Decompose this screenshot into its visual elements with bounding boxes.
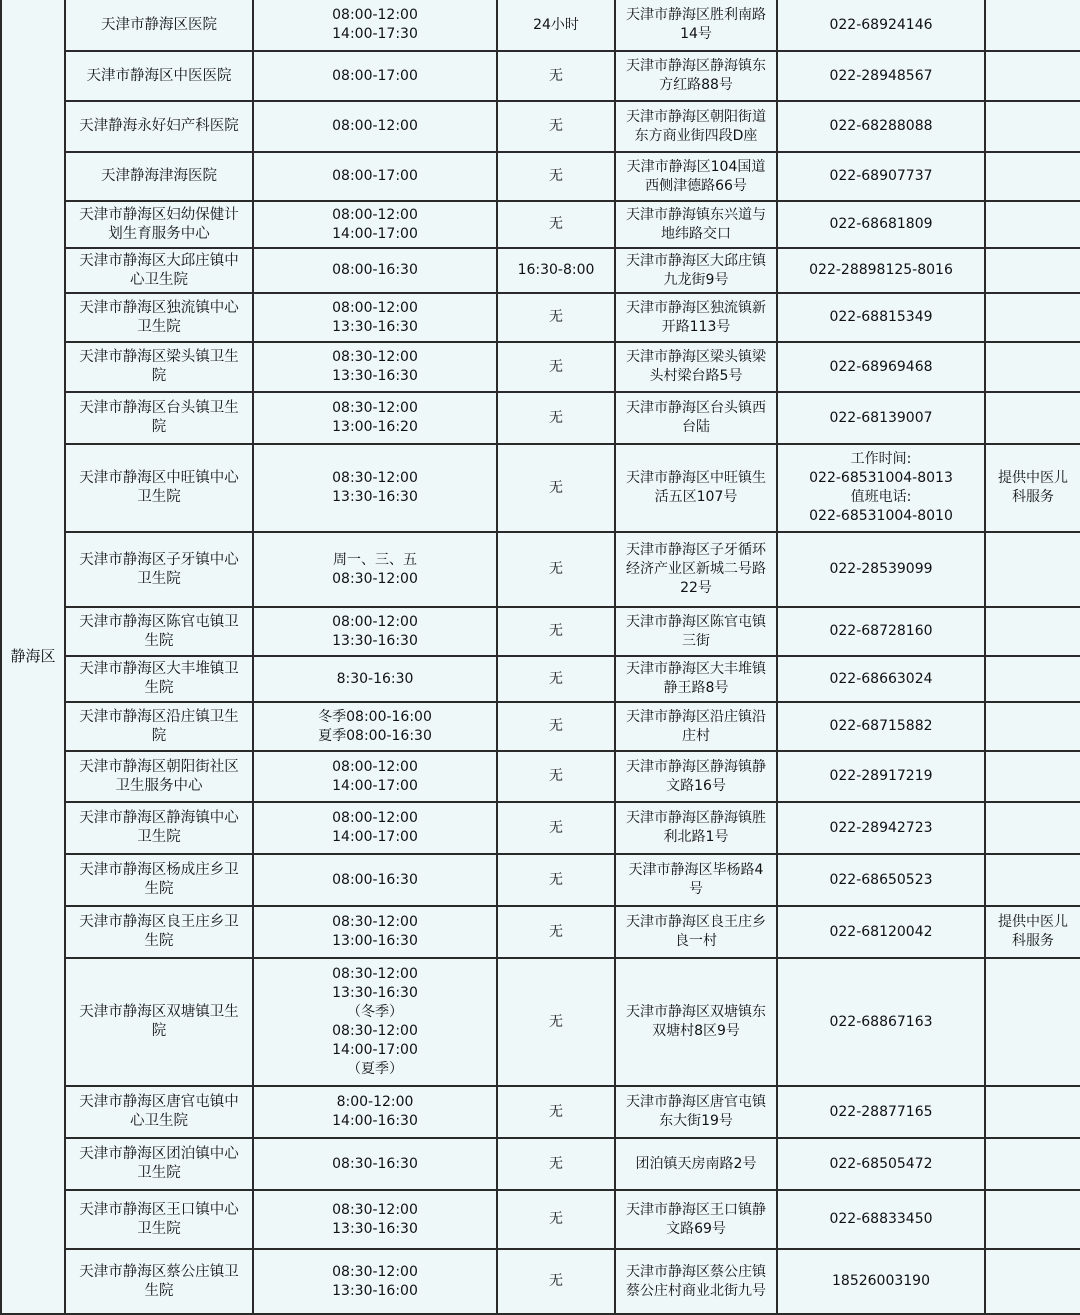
note-cell bbox=[985, 1190, 1080, 1249]
table-row bbox=[1, 342, 1080, 392]
outpatient-hours-cell: 08:00-16:30 bbox=[253, 248, 497, 293]
hospital-name-cell: 天津市静海区静海镇中心 卫生院 bbox=[65, 802, 253, 854]
phone-cell: 022-68715882 bbox=[777, 702, 985, 751]
table-row bbox=[1, 51, 1080, 101]
note-cell bbox=[985, 101, 1080, 152]
phone-cell: 022-28877165 bbox=[777, 1086, 985, 1138]
outpatient-hours-cell: 冬季08:00-16:00 夏季08:00-16:30 bbox=[253, 702, 497, 751]
outpatient-hours-cell: 08:00-12:00 13:30-16:30 bbox=[253, 607, 497, 656]
hospital-name-cell: 天津市静海区唐官屯镇中 心卫生院 bbox=[65, 1086, 253, 1138]
table-row bbox=[1, 802, 1080, 854]
hospital-name-cell: 天津市静海区朝阳街社区 卫生服务中心 bbox=[65, 751, 253, 802]
address-cell: 天津市静海区毕杨路4 号 bbox=[615, 854, 777, 906]
hospital-name-cell: 天津静海永好妇产科医院 bbox=[65, 101, 253, 152]
address-cell: 团泊镇天房南路2号 bbox=[615, 1138, 777, 1190]
hospital-name-cell: 天津市静海区大丰堆镇卫 生院 bbox=[65, 656, 253, 702]
phone-cell: 022-68505472 bbox=[777, 1138, 985, 1190]
outpatient-hours-cell: 08:00-12:00 14:00-17:00 bbox=[253, 751, 497, 802]
phone-cell: 022-68288088 bbox=[777, 101, 985, 152]
table-row bbox=[1, 906, 1080, 958]
address-cell: 天津市静海区大邱庄镇 九龙街9号 bbox=[615, 248, 777, 293]
outpatient-hours-cell: 08:30-12:00 13:30-16:30 bbox=[253, 1190, 497, 1249]
night-service-cell: 无 bbox=[497, 1138, 615, 1190]
address-cell: 天津市静海区静海镇东 方红路88号 bbox=[615, 51, 777, 101]
note-cell: 提供中医儿 科服务 bbox=[985, 444, 1080, 532]
outpatient-hours-cell: 08:30-12:00 13:00-16:30 bbox=[253, 906, 497, 958]
note-cell bbox=[985, 201, 1080, 248]
note-cell bbox=[985, 702, 1080, 751]
hospital-name-cell: 天津静海津海医院 bbox=[65, 152, 253, 201]
address-cell: 天津市静海区唐官屯镇 东大街19号 bbox=[615, 1086, 777, 1138]
outpatient-hours-cell: 周一、三、五 08:30-12:00 bbox=[253, 532, 497, 607]
night-service-cell: 无 bbox=[497, 751, 615, 802]
note-cell bbox=[985, 293, 1080, 342]
outpatient-hours-cell: 08:00-17:00 bbox=[253, 51, 497, 101]
note-cell bbox=[985, 1086, 1080, 1138]
table-row bbox=[1, 392, 1080, 444]
hospital-name-cell: 天津市静海区梁头镇卫生 院 bbox=[65, 342, 253, 392]
phone-cell: 022-28948567 bbox=[777, 51, 985, 101]
hospital-name-cell: 天津市静海区陈官屯镇卫 生院 bbox=[65, 607, 253, 656]
note-cell bbox=[985, 248, 1080, 293]
table-row bbox=[1, 656, 1080, 702]
outpatient-hours-cell: 08:00-12:00 14:00-17:00 bbox=[253, 802, 497, 854]
night-service-cell: 无 bbox=[497, 444, 615, 532]
table-row bbox=[1, 532, 1080, 607]
night-service-cell: 无 bbox=[497, 1190, 615, 1249]
table-row bbox=[1, 1249, 1080, 1314]
night-service-cell: 无 bbox=[497, 101, 615, 152]
address-cell: 天津市静海区中旺镇生 活五区107号 bbox=[615, 444, 777, 532]
hospital-name-cell: 天津市静海区良王庄乡卫 生院 bbox=[65, 906, 253, 958]
address-cell: 天津市静海区王口镇静 文路69号 bbox=[615, 1190, 777, 1249]
table-row bbox=[1, 1086, 1080, 1138]
hospital-name-cell: 天津市静海区王口镇中心 卫生院 bbox=[65, 1190, 253, 1249]
address-cell: 天津市静海区静海镇静 文路16号 bbox=[615, 751, 777, 802]
address-cell: 天津市静海区大丰堆镇 静王路8号 bbox=[615, 656, 777, 702]
night-service-cell: 无 bbox=[497, 854, 615, 906]
outpatient-hours-cell: 8:30-16:30 bbox=[253, 656, 497, 702]
night-service-cell: 无 bbox=[497, 392, 615, 444]
night-service-cell: 无 bbox=[497, 342, 615, 392]
phone-cell: 022-68681809 bbox=[777, 201, 985, 248]
table-row bbox=[1, 958, 1080, 1086]
outpatient-hours-cell: 08:30-12:00 13:30-16:30 bbox=[253, 342, 497, 392]
address-cell: 天津市静海区沿庄镇沿 庄村 bbox=[615, 702, 777, 751]
table-row bbox=[1, 1138, 1080, 1190]
night-service-cell: 无 bbox=[497, 51, 615, 101]
night-service-cell: 无 bbox=[497, 906, 615, 958]
night-service-cell: 无 bbox=[497, 1086, 615, 1138]
phone-cell: 022-28539099 bbox=[777, 532, 985, 607]
table-row bbox=[1, 0, 1080, 51]
phone-cell: 022-68867163 bbox=[777, 958, 985, 1086]
outpatient-hours-cell: 08:00-12:00 14:00-17:30 bbox=[253, 0, 497, 51]
table-row bbox=[1, 607, 1080, 656]
address-cell: 天津市静海区子牙循环 经济产业区新城二号路 22号 bbox=[615, 532, 777, 607]
night-service-cell: 无 bbox=[497, 958, 615, 1086]
phone-cell: 022-68663024 bbox=[777, 656, 985, 702]
phone-cell: 022-68815349 bbox=[777, 293, 985, 342]
outpatient-hours-cell: 08:00-12:00 bbox=[253, 101, 497, 152]
address-cell: 天津市静海区双塘镇东 双塘村8区9号 bbox=[615, 958, 777, 1086]
night-service-cell: 无 bbox=[497, 656, 615, 702]
hospital-name-cell: 天津市静海区团泊镇中心 卫生院 bbox=[65, 1138, 253, 1190]
phone-cell: 022-68833450 bbox=[777, 1190, 985, 1249]
hospital-name-cell: 天津市静海区中医医院 bbox=[65, 51, 253, 101]
outpatient-hours-cell: 08:30-12:00 13:30-16:30 bbox=[253, 444, 497, 532]
hospital-name-cell: 天津市静海区双塘镇卫生 院 bbox=[65, 958, 253, 1086]
note-cell: 提供中医儿 科服务 bbox=[985, 906, 1080, 958]
table-row bbox=[1, 702, 1080, 751]
outpatient-hours-cell: 08:30-16:30 bbox=[253, 1138, 497, 1190]
night-service-cell: 无 bbox=[497, 152, 615, 201]
phone-cell: 022-68969468 bbox=[777, 342, 985, 392]
table-row bbox=[1, 854, 1080, 906]
phone-cell: 022-68120042 bbox=[777, 906, 985, 958]
note-cell bbox=[985, 751, 1080, 802]
note-cell bbox=[985, 802, 1080, 854]
outpatient-hours-cell: 08:00-12:00 13:30-16:30 bbox=[253, 293, 497, 342]
phone-cell: 022-68907737 bbox=[777, 152, 985, 201]
table-row bbox=[1, 101, 1080, 152]
note-cell bbox=[985, 958, 1080, 1086]
address-cell: 天津市静海区朝阳街道 东方商业街四段D座 bbox=[615, 101, 777, 152]
note-cell bbox=[985, 342, 1080, 392]
outpatient-hours-cell: 08:30-12:00 13:00-16:20 bbox=[253, 392, 497, 444]
table-row bbox=[1, 293, 1080, 342]
address-cell: 天津市静海区蔡公庄镇 蔡公庄村商业北街九号 bbox=[615, 1249, 777, 1314]
night-service-cell: 无 bbox=[497, 802, 615, 854]
outpatient-hours-cell: 08:30-12:00 13:30-16:30 （冬季） 08:30-12:00 14:00-17:00 （夏季） bbox=[253, 958, 497, 1086]
note-cell bbox=[985, 656, 1080, 702]
night-service-cell: 24小时 bbox=[497, 0, 615, 51]
phone-cell: 022-68924146 bbox=[777, 0, 985, 51]
table-row bbox=[1, 444, 1080, 532]
address-cell: 天津市静海区良王庄乡 良一村 bbox=[615, 906, 777, 958]
night-service-cell: 无 bbox=[497, 607, 615, 656]
address-cell: 天津市静海区台头镇西 台陆 bbox=[615, 392, 777, 444]
phone-cell: 022-68139007 bbox=[777, 392, 985, 444]
table-row bbox=[1, 152, 1080, 201]
hospital-name-cell: 天津市静海区蔡公庄镇卫 生院 bbox=[65, 1249, 253, 1314]
hospital-name-cell: 天津市静海区中旺镇中心 卫生院 bbox=[65, 444, 253, 532]
hospital-name-cell: 天津市静海区子牙镇中心 卫生院 bbox=[65, 532, 253, 607]
district-cell: 静海区 bbox=[1, 0, 65, 1314]
note-cell bbox=[985, 532, 1080, 607]
address-cell: 天津市静海镇东兴道与 地纬路交口 bbox=[615, 201, 777, 248]
hospital-name-cell: 天津市静海区独流镇中心 卫生院 bbox=[65, 293, 253, 342]
note-cell bbox=[985, 607, 1080, 656]
phone-cell: 022-28942723 bbox=[777, 802, 985, 854]
outpatient-hours-cell: 08:30-12:00 13:30-16:00 bbox=[253, 1249, 497, 1314]
night-service-cell: 无 bbox=[497, 532, 615, 607]
address-cell: 天津市静海区陈官屯镇 三街 bbox=[615, 607, 777, 656]
note-cell bbox=[985, 0, 1080, 51]
night-service-cell: 无 bbox=[497, 702, 615, 751]
clinic-table-body bbox=[1, 0, 1080, 1314]
table-row bbox=[1, 248, 1080, 293]
hospital-name-cell: 天津市静海区医院 bbox=[65, 0, 253, 51]
outpatient-hours-cell: 08:00-12:00 14:00-17:00 bbox=[253, 201, 497, 248]
address-cell: 天津市静海区胜利南路 14号 bbox=[615, 0, 777, 51]
hospital-name-cell: 天津市静海区台头镇卫生 院 bbox=[65, 392, 253, 444]
note-cell bbox=[985, 1138, 1080, 1190]
table-row bbox=[1, 1190, 1080, 1249]
address-cell: 天津市静海区静海镇胜 利北路1号 bbox=[615, 802, 777, 854]
address-cell: 天津市静海区独流镇新 开路113号 bbox=[615, 293, 777, 342]
outpatient-hours-cell: 08:00-16:30 bbox=[253, 854, 497, 906]
hospital-name-cell: 天津市静海区妇幼保健计 划生育服务中心 bbox=[65, 201, 253, 248]
note-cell bbox=[985, 392, 1080, 444]
night-service-cell: 无 bbox=[497, 1249, 615, 1314]
phone-cell: 022-68650523 bbox=[777, 854, 985, 906]
address-cell: 天津市静海区104国道 西侧津德路66号 bbox=[615, 152, 777, 201]
phone-cell: 022-28917219 bbox=[777, 751, 985, 802]
phone-cell: 18526003190 bbox=[777, 1249, 985, 1314]
night-service-cell: 无 bbox=[497, 293, 615, 342]
night-service-cell: 16:30-8:00 bbox=[497, 248, 615, 293]
address-cell: 天津市静海区梁头镇梁 头村梁台路5号 bbox=[615, 342, 777, 392]
hospital-name-cell: 天津市静海区杨成庄乡卫 生院 bbox=[65, 854, 253, 906]
table-row bbox=[1, 201, 1080, 248]
note-cell bbox=[985, 1249, 1080, 1314]
outpatient-hours-cell: 08:00-17:00 bbox=[253, 152, 497, 201]
hospital-name-cell: 天津市静海区沿庄镇卫生 院 bbox=[65, 702, 253, 751]
phone-cell: 022-68728160 bbox=[777, 607, 985, 656]
note-cell bbox=[985, 152, 1080, 201]
table-row bbox=[1, 751, 1080, 802]
night-service-cell: 无 bbox=[497, 201, 615, 248]
phone-cell: 022-28898125-8016 bbox=[777, 248, 985, 293]
note-cell bbox=[985, 51, 1080, 101]
note-cell bbox=[985, 854, 1080, 906]
hospital-name-cell: 天津市静海区大邱庄镇中 心卫生院 bbox=[65, 248, 253, 293]
outpatient-hours-cell: 8:00-12:00 14:00-16:30 bbox=[253, 1086, 497, 1138]
phone-cell: 工作时间: 022-68531004-8013 值班电话: 022-68531004-8010 bbox=[777, 444, 985, 532]
